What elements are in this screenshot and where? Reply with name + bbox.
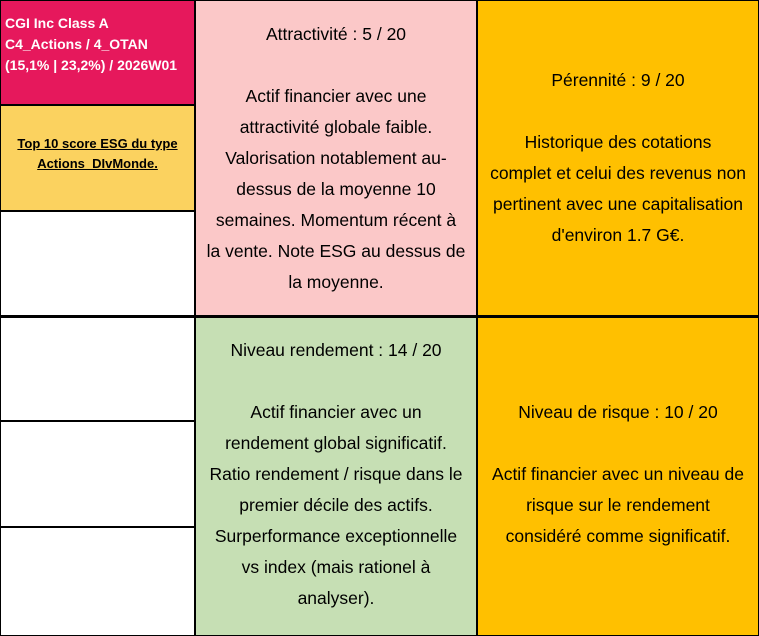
text-line: d'environ 1.7 G€. xyxy=(551,225,685,245)
text-line: complet et celui des revenus non xyxy=(490,163,746,183)
attractivite-text xyxy=(199,81,473,298)
empty-cell xyxy=(0,421,195,527)
text-line: Surperformance exceptionnelle xyxy=(214,526,458,546)
attractivite-panel xyxy=(195,0,477,316)
rendement-text xyxy=(199,397,473,614)
asset-name: CGI Inc Class A xyxy=(5,15,109,31)
text-line: attractivité globale faible. xyxy=(239,117,433,137)
text-line: dessus de la moyenne 10 xyxy=(236,179,436,199)
risque-title: Niveau de risque : 10 / 20 xyxy=(518,402,718,422)
text-line: rendement global significatif. xyxy=(225,433,447,453)
perennite-title: Pérennité : 9 / 20 xyxy=(551,70,685,90)
text-line: Actif financier avec un xyxy=(250,402,422,422)
text-line: Ratio rendement / risque dans le xyxy=(209,464,463,484)
risque-text xyxy=(481,459,755,552)
empty-cell xyxy=(0,527,195,636)
text-line: Valorisation notablement au- xyxy=(225,148,447,168)
text-line: vs index (mais rationel à xyxy=(241,557,431,577)
rendement-title: Niveau rendement : 14 / 20 xyxy=(230,340,442,360)
asset-category: C4_Actions / 4_OTAN xyxy=(5,36,148,52)
text-line: risque sur le rendement xyxy=(526,495,710,515)
text-line: Actif financier avec une xyxy=(245,86,427,106)
esg-tag-line-1: Top 10 score ESG du type xyxy=(17,136,178,151)
rendement-panel xyxy=(195,316,477,636)
perennite-text xyxy=(481,127,755,251)
text-line: considéré comme significatif. xyxy=(505,526,731,546)
text-line: la moyenne. xyxy=(288,272,384,292)
row-separator xyxy=(0,315,759,318)
text-line: analyser). xyxy=(297,588,375,608)
perennite-panel xyxy=(477,0,759,316)
text-line: semaines. Momentum récent à xyxy=(215,210,457,230)
empty-cell xyxy=(0,316,195,421)
text-line: premier décile des actifs. xyxy=(239,495,433,515)
text-line: Actif financier avec un niveau de xyxy=(492,464,744,484)
text-line: Historique des cotations xyxy=(524,132,712,152)
attractivite-title: Attractivité : 5 / 20 xyxy=(265,24,407,44)
esg-tag-line-2: Actions_DIvMonde. xyxy=(37,156,158,171)
asset-header xyxy=(0,0,195,105)
text-line: pertinent avec une capitalisation xyxy=(492,194,744,214)
empty-cell xyxy=(0,211,195,316)
asset-stats: (15,1% | 23,2%) / 2026W01 xyxy=(5,57,178,73)
risque-panel xyxy=(477,316,759,636)
esg-tag xyxy=(0,105,195,211)
text-line: la vente. Note ESG au dessus de xyxy=(206,241,466,261)
